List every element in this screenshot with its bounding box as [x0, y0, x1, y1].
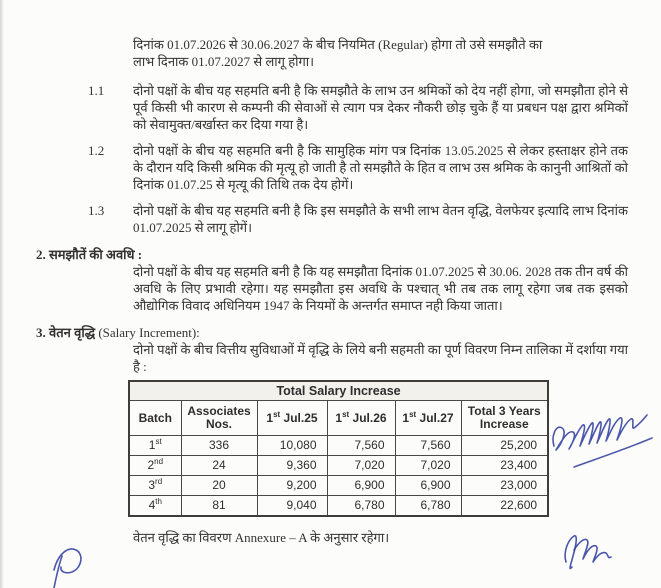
jul26-cell: 7,560: [327, 436, 395, 456]
batch-cell: [129, 456, 181, 476]
header-date-text: Jul.25: [280, 410, 318, 425]
table-title-row: [129, 381, 548, 401]
section-3-salary-increment: [0, 324, 661, 375]
clause-number: 1.1: [88, 83, 105, 98]
header-ordinal-base: 1: [335, 410, 343, 425]
batch-ordinal-suffix: st: [155, 437, 162, 446]
header-date-text: Jul.26: [349, 410, 387, 425]
jul27-cell: 7,020: [395, 456, 461, 476]
total-cell: 23,400: [461, 456, 548, 476]
jul26-cell: 6,780: [327, 496, 395, 517]
section-3-heading: [36, 324, 661, 341]
header-ordinal-suffix: st: [273, 409, 281, 419]
associates-cell: 20: [181, 476, 257, 496]
table-row-batch-1: [129, 436, 548, 456]
signature-top-right: [546, 410, 658, 476]
annexure-note: वेतन वृद्धि का विवरण Annexure – A के अनुसार रहेगा।: [133, 530, 390, 545]
column-header-jul25: [257, 401, 327, 436]
batch-cell: [129, 436, 181, 456]
clause-1-2: [88, 142, 628, 193]
clause-1-3: [88, 202, 628, 236]
header-ordinal-base: 1: [266, 410, 274, 425]
section-title: समझौतें की अवधि :: [49, 247, 143, 262]
column-header-batch: Batch: [129, 401, 181, 436]
jul25-cell: 9,360: [257, 456, 327, 476]
table-row-batch-3: [129, 476, 548, 496]
clause-text: दोनो पक्षों के बीच यह सहमति बनी है कि इस समझौते के सभी लाभ वेतन वृद्धि, वेलफेयर इत्यादि लाभ दिनांक 01.07.2025 से लागू होगें।: [133, 203, 628, 235]
batch-ordinal-suffix: rd: [155, 477, 163, 486]
associates-cell: 24: [181, 456, 257, 476]
section-title-hindi: वेतन वृद्धि: [49, 325, 96, 340]
batch-cell: [129, 476, 181, 496]
jul27-cell: 7,560: [395, 436, 461, 456]
clause-text: दोनो पक्षों के बीच यह सहमति बनी है कि सामुहिक मांग पत्र दिनांक 13.05.2025 से लेकर हस्ताक्षर होने तक के दौरान यदि किसी श्रमिक की मृत्यू हो जाती है तो समझौते के हित व लाभ उस श्रमिक के कानुनी आश्रितों को दिनांक 01.07.25 से मृत्यू की तिथि तक देय होगें।: [133, 143, 628, 192]
table-row-batch-2: [129, 456, 548, 476]
clause-number: 1.2: [88, 143, 105, 158]
column-header-total-3-years: Total 3 Years Increase: [461, 401, 548, 436]
clause-number: 1.3: [88, 203, 105, 218]
section-2-heading: [36, 246, 661, 263]
section-2-agreement-period: [0, 246, 661, 314]
batch-ordinal-base: 1: [148, 438, 156, 452]
jul27-cell: 6,780: [395, 496, 461, 517]
table-title: Total Salary Increase: [129, 381, 548, 401]
column-header-jul27: [395, 401, 461, 436]
jul26-cell: 7,020: [327, 456, 395, 476]
batch-ordinal-base: 4: [148, 498, 156, 512]
total-cell: 25,200: [461, 436, 548, 456]
section-3-body: दोनो पक्षों के बीच वित्तीय सुविधाओं में वृद्धि के लिये बनी सहमती का पूर्ण विवरण निम्न तालिका में दर्शाया गया है :: [133, 342, 628, 374]
intro-line-1: दिनांक 01.07.2026 से 30.06.2027 के बीच नियमित (Regular) होगा तो उसे समझौते का: [133, 37, 543, 52]
associates-cell: 81: [181, 496, 257, 517]
jul27-cell: 6,900: [395, 476, 461, 496]
column-header-jul26: [327, 401, 395, 436]
jul25-cell: 9,040: [257, 496, 327, 517]
intro-paragraph: [133, 36, 631, 70]
total-cell: 23,000: [461, 476, 548, 496]
header-date-text: Jul.27: [416, 410, 454, 425]
header-ordinal-suffix: st: [409, 409, 417, 419]
jul25-cell: 10,080: [257, 436, 327, 456]
signature-bottom-left: [40, 544, 98, 588]
batch-ordinal-base: 2: [147, 458, 155, 472]
section-2-body: दोनो पक्षों के बीच यह सहमति बनी है कि यह समझौता दिनांक 01.07.2025 से 30.06. 2028 तक तीन वर्ष की अवधि के लिए प्रभावी रहेगा। यह समझौता इस अवधि के पश्चात् भी तब तक लागू रहेगा जब तक इसको औद्योगिक विवाद अधिनियम 1947 के नियमों के अन्तर्गत समाप्त नही किया जाता।: [133, 264, 628, 313]
salary-increase-table: [128, 380, 549, 517]
batch-cell: [129, 496, 181, 517]
batch-ordinal-suffix: th: [155, 497, 162, 506]
header-ordinal-suffix: st: [342, 409, 350, 419]
table-row-batch-4: [129, 496, 548, 517]
header-ordinal-base: 1: [402, 410, 410, 425]
jul26-cell: 6,900: [327, 476, 395, 496]
table-header-row: [129, 401, 548, 436]
section-title-english: (Salary Increment):: [95, 325, 200, 340]
total-cell: 22,600: [461, 496, 548, 517]
batch-ordinal-base: 3: [148, 478, 156, 492]
clause-text: दोनो पक्षों के बीच यह सहमति बनी है कि समझौते के लाभ उन श्रमिकों को देय नहीं होगा, जो समझौता होने से पूर्व किसी भी कारण से कम्पनी की सेवाओं से त्याग पत्र देकर नौकरी छोड़ चुके हैं या प्रबधन पक्ष द्वारा श्रमिकों को सेवामुक्त/बर्खास्त कर दिया गया है।: [133, 83, 628, 132]
clause-1-1: [88, 82, 628, 133]
associates-cell: 336: [181, 436, 257, 456]
batch-ordinal-suffix: nd: [154, 457, 164, 466]
jul25-cell: 9,200: [257, 476, 327, 496]
column-header-associates-nos: Associates Nos.: [181, 401, 257, 436]
section-number: 2.: [36, 247, 46, 262]
intro-line-2: लाभ दिनाक 01.07.2027 से लागू होगा।: [133, 54, 315, 69]
section-number: 3.: [36, 325, 46, 340]
